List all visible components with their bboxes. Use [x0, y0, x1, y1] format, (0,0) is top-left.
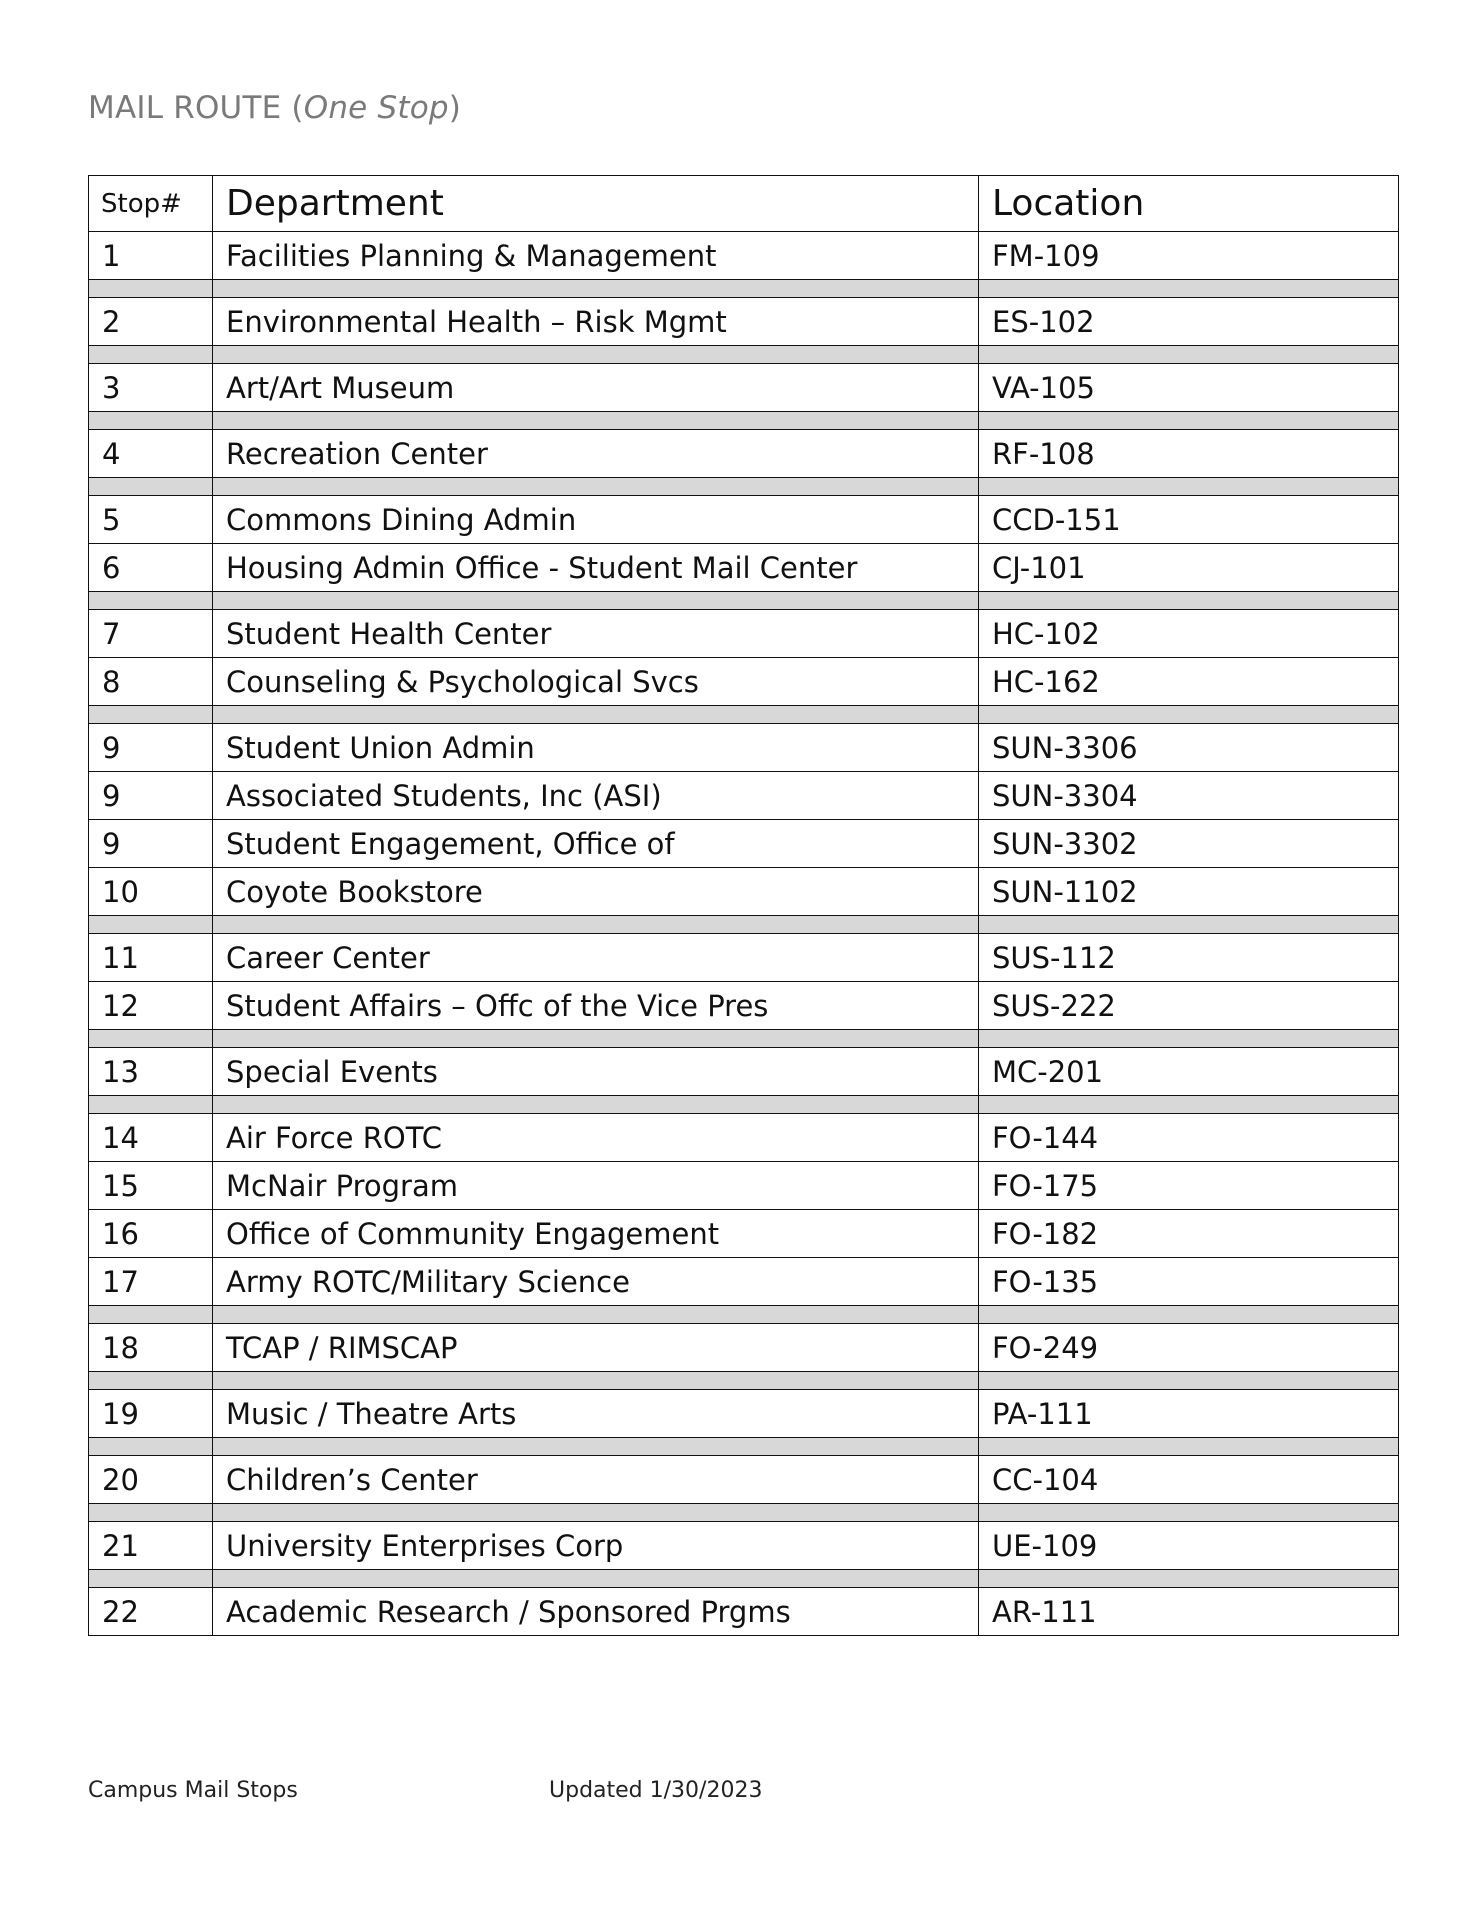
table-body — [89, 232, 1399, 1636]
table-spacer-row — [89, 706, 1399, 724]
stop-number-cell: 2 — [89, 298, 213, 346]
department-cell: Career Center — [213, 934, 979, 982]
department-cell: Coyote Bookstore — [213, 868, 979, 916]
spacer-cell — [213, 1096, 979, 1114]
spacer-cell — [89, 1096, 213, 1114]
table-spacer-row — [89, 280, 1399, 298]
spacer-cell — [979, 916, 1399, 934]
location-cell: UE-109 — [979, 1522, 1399, 1570]
department-cell: Academic Research / Sponsored Prgms — [213, 1588, 979, 1636]
table-spacer-row — [89, 1504, 1399, 1522]
spacer-cell — [213, 280, 979, 298]
department-cell: Air Force ROTC — [213, 1114, 979, 1162]
stop-number-cell: 7 — [89, 610, 213, 658]
department-cell: Children’s Center — [213, 1456, 979, 1504]
location-cell: RF-108 — [979, 430, 1399, 478]
department-cell: TCAP / RIMSCAP — [213, 1324, 979, 1372]
location-cell: SUN-3306 — [979, 724, 1399, 772]
department-cell: Music / Theatre Arts — [213, 1390, 979, 1438]
stop-number-cell: 12 — [89, 982, 213, 1030]
stop-number-cell: 21 — [89, 1522, 213, 1570]
table-spacer-row — [89, 1306, 1399, 1324]
stop-number-cell: 15 — [89, 1162, 213, 1210]
location-cell: MC-201 — [979, 1048, 1399, 1096]
table-row — [89, 232, 1399, 280]
location-cell: FM-109 — [979, 232, 1399, 280]
department-cell: Special Events — [213, 1048, 979, 1096]
spacer-cell — [89, 280, 213, 298]
spacer-cell — [213, 1030, 979, 1048]
table-header-row — [89, 176, 1399, 232]
stop-number-cell: 5 — [89, 496, 213, 544]
spacer-cell — [979, 1096, 1399, 1114]
spacer-cell — [213, 1438, 979, 1456]
mail-route-table — [88, 175, 1399, 1636]
table-row — [89, 658, 1399, 706]
spacer-cell — [213, 1372, 979, 1390]
spacer-cell — [89, 706, 213, 724]
stop-number-cell: 20 — [89, 1456, 213, 1504]
spacer-cell — [979, 1438, 1399, 1456]
spacer-cell — [89, 346, 213, 364]
table-row — [89, 1048, 1399, 1096]
table-spacer-row — [89, 916, 1399, 934]
table-row — [89, 298, 1399, 346]
spacer-cell — [89, 1372, 213, 1390]
footer-updated-date: Updated 1/30/2023 — [549, 1778, 763, 1803]
department-cell: Recreation Center — [213, 430, 979, 478]
column-header-department: Department — [213, 176, 979, 232]
table-row — [89, 982, 1399, 1030]
column-header-location: Location — [979, 176, 1399, 232]
department-cell: Student Engagement, Office of — [213, 820, 979, 868]
table-row — [89, 364, 1399, 412]
table-row — [89, 1456, 1399, 1504]
table-spacer-row — [89, 1030, 1399, 1048]
table-row — [89, 820, 1399, 868]
location-cell: FO-175 — [979, 1162, 1399, 1210]
table-row — [89, 1390, 1399, 1438]
department-cell: Army ROTC/Military Science — [213, 1258, 979, 1306]
spacer-cell — [979, 1030, 1399, 1048]
spacer-cell — [213, 478, 979, 496]
spacer-cell — [213, 592, 979, 610]
stop-number-cell: 9 — [89, 772, 213, 820]
spacer-cell — [213, 916, 979, 934]
spacer-cell — [89, 1030, 213, 1048]
stop-number-cell: 22 — [89, 1588, 213, 1636]
title-subtitle: One Stop — [303, 90, 449, 126]
location-cell: FO-135 — [979, 1258, 1399, 1306]
stop-number-cell: 18 — [89, 1324, 213, 1372]
location-cell: FO-182 — [979, 1210, 1399, 1258]
department-cell: Housing Admin Office - Student Mail Center — [213, 544, 979, 592]
table-spacer-row — [89, 1570, 1399, 1588]
table-row — [89, 1210, 1399, 1258]
stop-number-cell: 9 — [89, 724, 213, 772]
stop-number-cell: 19 — [89, 1390, 213, 1438]
location-cell: CCD-151 — [979, 496, 1399, 544]
page-title — [88, 90, 461, 126]
spacer-cell — [89, 412, 213, 430]
table-spacer-row — [89, 478, 1399, 496]
spacer-cell — [979, 412, 1399, 430]
table-spacer-row — [89, 412, 1399, 430]
spacer-cell — [213, 706, 979, 724]
stop-number-cell: 13 — [89, 1048, 213, 1096]
location-cell: SUN-3304 — [979, 772, 1399, 820]
table-spacer-row — [89, 1096, 1399, 1114]
spacer-cell — [979, 1372, 1399, 1390]
stop-number-cell: 14 — [89, 1114, 213, 1162]
table-row — [89, 724, 1399, 772]
department-cell: McNair Program — [213, 1162, 979, 1210]
stop-number-cell: 3 — [89, 364, 213, 412]
stop-number-cell: 10 — [89, 868, 213, 916]
spacer-cell — [213, 1306, 979, 1324]
table-spacer-row — [89, 346, 1399, 364]
table-row — [89, 1588, 1399, 1636]
location-cell: SUN-1102 — [979, 868, 1399, 916]
stop-number-cell: 6 — [89, 544, 213, 592]
location-cell: FO-144 — [979, 1114, 1399, 1162]
location-cell: ES-102 — [979, 298, 1399, 346]
location-cell: HC-162 — [979, 658, 1399, 706]
location-cell: CC-104 — [979, 1456, 1399, 1504]
table-row — [89, 1258, 1399, 1306]
spacer-cell — [979, 1306, 1399, 1324]
table-row — [89, 1162, 1399, 1210]
department-cell: University Enterprises Corp — [213, 1522, 979, 1570]
table-spacer-row — [89, 592, 1399, 610]
location-cell: SUS-112 — [979, 934, 1399, 982]
table-spacer-row — [89, 1372, 1399, 1390]
location-cell: HC-102 — [979, 610, 1399, 658]
footer-title: Campus Mail Stops — [88, 1778, 298, 1803]
department-cell: Student Affairs – Offc of the Vice Pres — [213, 982, 979, 1030]
department-cell: Student Union Admin — [213, 724, 979, 772]
stop-number-cell: 4 — [89, 430, 213, 478]
department-cell: Counseling & Psychological Svcs — [213, 658, 979, 706]
title-main: MAIL ROUTE ( — [88, 90, 304, 126]
table-row — [89, 430, 1399, 478]
spacer-cell — [89, 1306, 213, 1324]
title-close: ) — [448, 90, 462, 126]
stop-number-cell: 1 — [89, 232, 213, 280]
table-spacer-row — [89, 1438, 1399, 1456]
location-cell: AR-111 — [979, 1588, 1399, 1636]
department-cell: Commons Dining Admin — [213, 496, 979, 544]
spacer-cell — [213, 1570, 979, 1588]
spacer-cell — [979, 706, 1399, 724]
spacer-cell — [979, 1504, 1399, 1522]
spacer-cell — [979, 346, 1399, 364]
table-row — [89, 772, 1399, 820]
spacer-cell — [89, 1570, 213, 1588]
table-row — [89, 610, 1399, 658]
table-row — [89, 868, 1399, 916]
stop-number-cell: 8 — [89, 658, 213, 706]
spacer-cell — [979, 478, 1399, 496]
stop-number-cell: 17 — [89, 1258, 213, 1306]
table-row — [89, 544, 1399, 592]
location-cell: SUS-222 — [979, 982, 1399, 1030]
department-cell: Student Health Center — [213, 610, 979, 658]
department-cell: Environmental Health – Risk Mgmt — [213, 298, 979, 346]
table-row — [89, 1114, 1399, 1162]
table-row — [89, 1324, 1399, 1372]
department-cell: Office of Community Engagement — [213, 1210, 979, 1258]
stop-number-cell: 16 — [89, 1210, 213, 1258]
spacer-cell — [89, 478, 213, 496]
location-cell: VA-105 — [979, 364, 1399, 412]
spacer-cell — [89, 592, 213, 610]
department-cell: Facilities Planning & Management — [213, 232, 979, 280]
location-cell: PA-111 — [979, 1390, 1399, 1438]
spacer-cell — [89, 916, 213, 934]
spacer-cell — [213, 412, 979, 430]
table-row — [89, 496, 1399, 544]
stop-number-cell: 11 — [89, 934, 213, 982]
spacer-cell — [979, 280, 1399, 298]
location-cell: SUN-3302 — [979, 820, 1399, 868]
spacer-cell — [979, 592, 1399, 610]
department-cell: Associated Students, Inc (ASI) — [213, 772, 979, 820]
location-cell: CJ-101 — [979, 544, 1399, 592]
spacer-cell — [89, 1504, 213, 1522]
table-row — [89, 934, 1399, 982]
column-header-stop: Stop# — [89, 176, 213, 232]
location-cell: FO-249 — [979, 1324, 1399, 1372]
stop-number-cell: 9 — [89, 820, 213, 868]
spacer-cell — [213, 346, 979, 364]
department-cell: Art/Art Museum — [213, 364, 979, 412]
table-row — [89, 1522, 1399, 1570]
spacer-cell — [213, 1504, 979, 1522]
spacer-cell — [89, 1438, 213, 1456]
spacer-cell — [979, 1570, 1399, 1588]
